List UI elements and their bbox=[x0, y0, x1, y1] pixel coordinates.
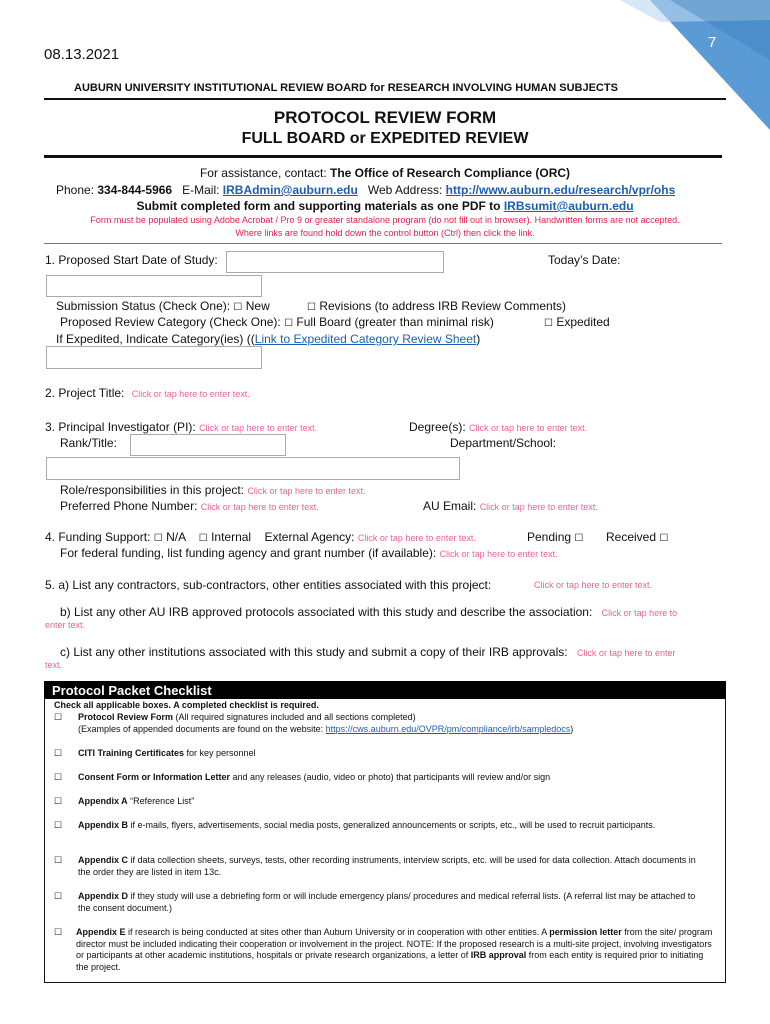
expedited-checkbox[interactable]: ☐ bbox=[544, 318, 553, 329]
expedited-line bbox=[544, 315, 610, 329]
full-board-checkbox[interactable]: ☐ bbox=[284, 318, 294, 329]
received-line bbox=[606, 530, 668, 544]
item-title: CITI Training Certificates bbox=[78, 748, 185, 758]
ctrl-note: Where links are found hold down the control button (Ctrl) then click the link. bbox=[235, 228, 535, 238]
project-title-line bbox=[45, 386, 250, 400]
rank-input[interactable] bbox=[130, 434, 286, 456]
new-checkbox[interactable]: ☐ bbox=[233, 302, 243, 313]
degrees-label: Degree(s): bbox=[409, 420, 466, 434]
q5c-input-cont[interactable]: text. bbox=[45, 660, 63, 670]
full-board-label: Full Board (greater than minimal risk) bbox=[296, 315, 494, 329]
item-desc: (All required signatures included and all sections completed) bbox=[173, 712, 416, 722]
item-desc: if they study will use a debriefing form or will include emergency plans/ procedures and medical referral lists. (A referral list may be attached to the consent document.) bbox=[78, 891, 696, 913]
expedited-label: Expedited bbox=[556, 315, 610, 329]
project-title-input[interactable]: Click or tap here to enter text. bbox=[131, 389, 250, 399]
checklist-item-text bbox=[78, 891, 708, 914]
checkbox[interactable]: ☐ bbox=[54, 796, 63, 806]
start-date-label: 1. Proposed Start Date of Study: bbox=[45, 253, 218, 267]
item-desc-line2: (Examples of appended documents are found on the website: bbox=[78, 723, 326, 734]
checkbox[interactable]: ☐ bbox=[54, 891, 63, 901]
expedited-close-paren: ) bbox=[476, 332, 481, 346]
au-email-input[interactable]: Click or tap here to enter text. bbox=[479, 502, 598, 512]
phone-number: 334-844-5966 bbox=[97, 183, 173, 197]
sample-docs-link[interactable]: https://cws.auburn.edu/OVPR/pm/compliance/irb/sampledocs bbox=[325, 723, 571, 734]
expedited-category-link[interactable]: Link to Expedited Category Review Sheet bbox=[254, 332, 477, 346]
header-title: AUBURN UNIVERSITY INSTITUTIONAL REVIEW BOARD for RESEARCH INVOLVING HUMAN SUBJECTS bbox=[74, 82, 618, 94]
preferred-phone-input[interactable]: Click or tap here to enter text. bbox=[200, 502, 319, 512]
q5b-label: b) List any other AU IRB approved protocols associated with this study and describe the association: bbox=[60, 605, 593, 619]
pi-label: 3. Principal Investigator (PI): bbox=[45, 420, 196, 434]
checkbox[interactable]: ☐ bbox=[54, 748, 63, 758]
rank-label: Rank/Title: bbox=[60, 436, 117, 450]
checkbox[interactable]: ☐ bbox=[54, 712, 63, 722]
checkbox[interactable]: ☐ bbox=[54, 855, 63, 865]
federal-funding-line bbox=[60, 546, 558, 560]
start-date-input[interactable] bbox=[226, 251, 444, 273]
q5a-input[interactable]: Click or tap here to enter text. bbox=[534, 580, 653, 590]
assistance-prefix: For assistance, contact: bbox=[199, 166, 330, 180]
q5a-label: 5. a) List any contractors, sub-contractors, other entities associated with this project: bbox=[45, 578, 492, 592]
checklist-item-appendix-c bbox=[54, 855, 724, 879]
revisions-label: Revisions (to address IRB Review Comments) bbox=[319, 299, 567, 313]
department-input[interactable] bbox=[46, 457, 460, 480]
pending-line bbox=[527, 530, 583, 544]
preferred-phone-label: Preferred Phone Number: bbox=[60, 499, 198, 513]
assistance-line bbox=[0, 166, 770, 180]
email-label: E-Mail: bbox=[182, 183, 223, 197]
todays-date-input[interactable] bbox=[46, 275, 262, 297]
item-desc-3: from each entity is required prior to initiating the project. bbox=[76, 950, 704, 972]
degrees-input[interactable]: Click or tap here to enter text. bbox=[469, 423, 588, 433]
permission-letter: permission letter bbox=[549, 927, 622, 937]
item-desc: for key personnel bbox=[184, 748, 256, 758]
revisions-checkbox[interactable]: ☐ bbox=[307, 302, 316, 313]
checklist-item-text bbox=[78, 748, 718, 760]
funding-line bbox=[45, 530, 476, 544]
q5b-input-cont[interactable]: enter text. bbox=[45, 620, 86, 630]
revisions-line bbox=[307, 299, 566, 313]
email-link[interactable]: IRBAdmin@auburn.edu bbox=[222, 183, 358, 197]
contact-line bbox=[56, 183, 675, 197]
submission-status-line bbox=[56, 299, 270, 313]
q5b-input[interactable]: Click or tap here to bbox=[601, 608, 678, 618]
checklist-item-protocol-form bbox=[54, 712, 724, 738]
item-title: Protocol Review Form bbox=[78, 712, 174, 722]
q5b-line bbox=[60, 605, 677, 619]
item-title: Appendix A bbox=[78, 796, 128, 806]
submit-line bbox=[0, 199, 770, 213]
form-subtitle: FULL BOARD or EXPEDITED REVIEW bbox=[241, 130, 529, 147]
received-checkbox[interactable]: ☐ bbox=[659, 533, 669, 544]
submission-status-label: Submission Status (Check One): bbox=[56, 299, 231, 313]
expedited-category-label: If Expedited, Indicate Category(ies) (( bbox=[56, 332, 255, 346]
checklist-item-text bbox=[78, 820, 678, 832]
contact-rule bbox=[44, 243, 722, 244]
federal-funding-label: For federal funding, list funding agency and grant number (if available): bbox=[60, 546, 437, 560]
todays-date-label: Today’s Date: bbox=[548, 253, 621, 267]
item-desc: if research is being conducted at sites other than Auburn University or in cooperation with other entities. A bbox=[125, 927, 550, 937]
external-label: External Agency: bbox=[264, 530, 355, 544]
web-link[interactable]: http://www.auburn.edu/research/vpr/ohs bbox=[445, 183, 676, 197]
title-rule bbox=[44, 155, 722, 158]
role-input[interactable]: Click or tap here to enter text. bbox=[247, 486, 366, 496]
project-title-label: 2. Project Title: bbox=[45, 386, 125, 400]
q5c-input[interactable]: Click or tap here to enter bbox=[576, 648, 676, 658]
page-number: 7 bbox=[708, 34, 717, 51]
item-desc: if data collection sheets, surveys, tests, other recording instruments, interview scripts, etc. will be used for data collection. Attach documents in the order they are listed in item 13c. bbox=[78, 855, 696, 877]
submit-email-link[interactable]: IRBsumit@auburn.edu bbox=[503, 199, 634, 213]
checklist-item-text bbox=[78, 855, 708, 878]
phone-label: Phone: bbox=[56, 183, 98, 197]
header-rule bbox=[44, 98, 726, 100]
item-desc-2: from the site/ program director must be included indicating their cooperation or involvement in the project. NOTE: If the proposed research is a multi-site project, involving investigators or participants at other academic institutions, hospitals or private research organizations, a letter of bbox=[76, 927, 713, 960]
pi-input[interactable]: Click or tap here to enter text. bbox=[199, 423, 318, 433]
au-email-line bbox=[423, 499, 598, 513]
item-title: Appendix C bbox=[78, 855, 129, 865]
checklist-item-text bbox=[76, 927, 718, 973]
item-title: Consent Form or Information Letter bbox=[78, 772, 231, 782]
checklist-item-appendix-e bbox=[54, 927, 724, 975]
item-title: Appendix B bbox=[78, 820, 129, 830]
checkbox[interactable]: ☐ bbox=[54, 820, 63, 830]
office-name: The Office of Research Compliance (ORC) bbox=[330, 166, 571, 180]
review-category-line bbox=[60, 315, 494, 329]
revision-date: 08.13.2021 bbox=[44, 46, 120, 63]
department-label: Department/School: bbox=[450, 436, 557, 450]
role-line bbox=[60, 483, 366, 497]
submit-text: Submit completed form and supporting materials as one PDF to bbox=[136, 199, 504, 213]
checklist-item-text bbox=[78, 796, 718, 808]
item-desc-end: ) bbox=[570, 723, 574, 734]
internal-checkbox[interactable]: ☐ bbox=[198, 533, 208, 544]
item-title: Appendix E bbox=[76, 927, 126, 937]
na-label: N/A bbox=[166, 530, 186, 544]
q5c-label: c) List any other institutions associated with this study and submit a copy of their IRB approvals: bbox=[60, 645, 568, 659]
au-email-label: AU Email: bbox=[423, 499, 477, 513]
item-desc: and any releases (audio, video or photo) that participants will review and/or sign bbox=[230, 772, 551, 782]
checklist-item-appendix-a bbox=[54, 796, 724, 808]
new-label: New bbox=[245, 299, 270, 313]
expedited-category-input[interactable] bbox=[46, 346, 262, 369]
pending-checkbox[interactable]: ☐ bbox=[574, 533, 584, 544]
q5c-line bbox=[60, 645, 676, 659]
irb-approval: IRB approval bbox=[470, 950, 527, 960]
checklist-item-text bbox=[78, 772, 718, 784]
checkbox[interactable]: ☐ bbox=[54, 927, 63, 937]
role-label: Role/responsibilities in this project: bbox=[60, 483, 245, 497]
federal-funding-input[interactable]: Click or tap here to enter text. bbox=[439, 549, 558, 559]
acrobat-note: Form must be populated using Adobe Acrobat / Pro 9 or greater standalone program (do not fill out in browser). Handwritten forms are not accepted. bbox=[90, 215, 680, 225]
checklist-item-appendix-d bbox=[54, 891, 724, 915]
na-checkbox[interactable]: ☐ bbox=[153, 533, 163, 544]
checklist-item-consent bbox=[54, 772, 724, 784]
received-label: Received bbox=[606, 530, 657, 544]
degrees-line bbox=[409, 420, 587, 434]
expedited-category-line bbox=[56, 332, 480, 346]
form-title: PROTOCOL REVIEW FORM bbox=[273, 108, 497, 127]
checklist-item-appendix-b bbox=[54, 820, 724, 844]
checklist-item-citi bbox=[54, 748, 724, 760]
external-agency-input[interactable]: Click or tap here to enter text. bbox=[357, 533, 476, 543]
checklist-heading: Protocol Packet Checklist bbox=[52, 683, 212, 698]
item-desc: if e-mails, flyers, advertisements, social media posts, generalized announcements or scripts, etc., will be used to recruit participants. bbox=[128, 820, 656, 830]
checklist-item-text bbox=[78, 712, 718, 735]
pending-label: Pending bbox=[527, 530, 572, 544]
internal-label: Internal bbox=[211, 530, 252, 544]
web-label: Web Address: bbox=[367, 183, 446, 197]
item-title: Appendix D bbox=[78, 891, 129, 901]
checkbox[interactable]: ☐ bbox=[54, 772, 63, 782]
funding-label: 4. Funding Support: bbox=[45, 530, 151, 544]
checklist-instruction: Check all applicable boxes. A completed checklist is required. bbox=[54, 700, 319, 710]
pi-line bbox=[45, 420, 317, 434]
item-desc: “Reference List” bbox=[127, 796, 195, 806]
preferred-phone-line bbox=[60, 499, 319, 513]
review-category-label: Proposed Review Category (Check One): bbox=[60, 315, 281, 329]
